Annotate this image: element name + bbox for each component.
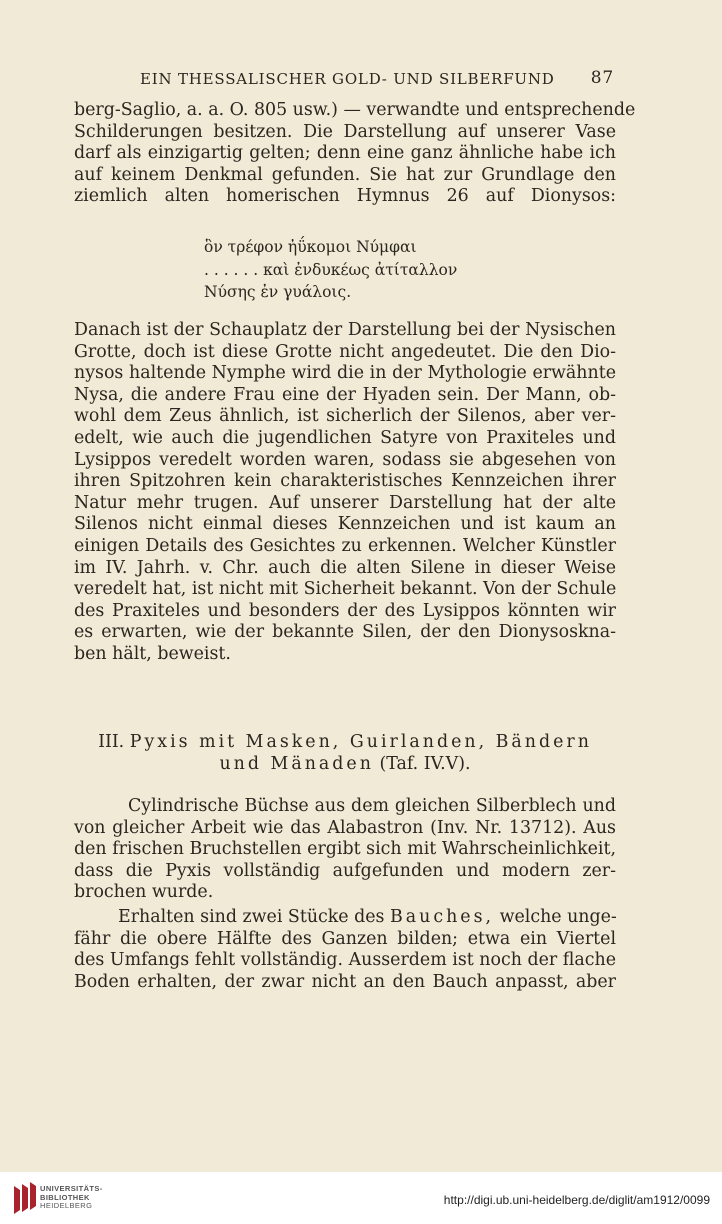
text-line: Natur mehr trugen. Auf unserer Darstellung hat der alte	[74, 492, 616, 513]
paragraph-2	[74, 320, 616, 666]
paragraph-4	[74, 907, 616, 993]
text-line: es erwarten, wie der bekannte Silen, der den Dionysoskna-	[74, 622, 616, 643]
text-line: edelt, wie auch die jugendlichen Satyre von Praxiteles und	[74, 427, 616, 448]
text-line: brochen wurde.	[74, 882, 214, 903]
source-url-link[interactable]: http://digi.ub.uni-heidelberg.de/diglit/am1912/0099	[443, 1193, 710, 1207]
text-line: fähr die obere Hälfte des Ganzen bilden; etwa ein Viertel	[74, 928, 616, 949]
running-title: EIN THESSALISCHER GOLD- UND SILBERFUND	[140, 70, 555, 88]
text-line: dass die Pyxis vollständig aufgefunden und modern zer-	[74, 860, 616, 881]
text-line: des Umfangs fehlt vollständig. Ausserdem ist noch der flache	[74, 950, 616, 971]
text-line: Nysa, die andere Frau eine der Hyaden sein. Der Mann, ob-	[74, 384, 616, 405]
text-line: Lysippos veredelt worden waren, sodass sie abgesehen von	[74, 449, 616, 470]
library-name-line: BIBLIOTHEK	[40, 1192, 90, 1202]
section-heading-line	[74, 732, 616, 754]
text-fragment: welche unge-	[499, 907, 617, 927]
text-line: ben hält, beweist.	[74, 643, 231, 664]
library-name-line: HEIDELBERG	[40, 1201, 93, 1210]
text-line: Cylindrische Büchse aus dem gleichen Silberblech und	[128, 796, 616, 816]
library-name	[40, 1185, 103, 1211]
footer-bar	[0, 1172, 722, 1224]
text-line: den frischen Bruchstellen ergibt sich mit Wahrscheinlichkeit,	[74, 839, 616, 860]
section-title-continued: und Mänaden	[219, 753, 374, 774]
text-line: Danach ist der Schauplatz der Darstellung bei der Nysischen	[74, 320, 616, 340]
text-line: Boden erhalten, der zwar nicht an den Bauch anpasst, aber	[74, 971, 616, 992]
section-heading-line	[74, 754, 616, 776]
text-line: ziemlich alten homerischen Hymnus 26 auf Dionysos:	[74, 186, 616, 207]
greek-line: ὃν τρέφον ἠΰκομοι Νύμφαι	[204, 238, 417, 256]
university-library-logo-icon	[10, 1180, 38, 1218]
text-line: Schilderungen besitzen. Die Darstellung auf unserer Vase	[74, 121, 616, 142]
text-line: Grotte, doch ist diese Grotte nicht angedeutet. Die den Dio-	[74, 341, 616, 362]
text-line: auf keinem Denkmal gefunden. Sie hat zur Grundlage den	[74, 164, 616, 185]
section-title: Pyxis mit Masken, Guirlanden, Bändern	[129, 732, 592, 752]
greek-quotation	[204, 236, 504, 304]
section-number: III.	[98, 732, 125, 752]
text-line: einigen Details des Gesichtes zu erkennen. Welcher Künstler	[74, 535, 616, 556]
text-line	[74, 907, 616, 929]
greek-line: . . . . . . καὶ ἐνδυκέως ἀτίταλλον	[204, 260, 458, 279]
text-fragment: Erhalten sind zwei Stücke des	[118, 907, 385, 927]
text-line: im IV. Jahrh. v. Chr. auch die alten Silene in dieser Weise	[74, 557, 616, 578]
plate-reference: (Taf. IV.V).	[379, 753, 471, 774]
paragraph-3	[74, 796, 616, 904]
greek-line: Νύσης ἐν γυάλοις.	[204, 283, 352, 301]
text-line: Silenos nicht einmal dieses Kennzeichen und ist kaum an	[74, 514, 616, 535]
text-line: ihren Spitzohren kein charakteristisches Kennzeichen ihrer	[74, 471, 616, 492]
section-heading	[74, 732, 616, 775]
text-line: von gleicher Arbeit wie das Alabastron (Inv. Nr. 13712). Aus	[74, 817, 616, 838]
text-line: nysos haltende Nymphe wird die in der Mythologie erwähnte	[74, 363, 616, 384]
emphasized-word: Bauches,	[390, 907, 495, 927]
paragraph-1	[74, 100, 636, 208]
text-line: berg-Saglio, a. a. O. 805 usw.) — verwandte und entsprechende	[74, 100, 636, 120]
page-number: 87	[590, 68, 614, 88]
text-line: wohl dem Zeus ähnlich, ist sicherlich der Silenos, aber ver-	[74, 406, 616, 427]
text-line: darf als einzigartig gelten; denn eine ganz ähnliche habe ich	[74, 143, 616, 164]
text-line: des Praxiteles und besonders der des Lysippos könnten wir	[74, 600, 616, 621]
text-line: veredelt hat, ist nicht mit Sicherheit bekannt. Von der Schule	[74, 579, 617, 600]
library-name-line: UNIVERSITÄTS-	[40, 1184, 103, 1193]
